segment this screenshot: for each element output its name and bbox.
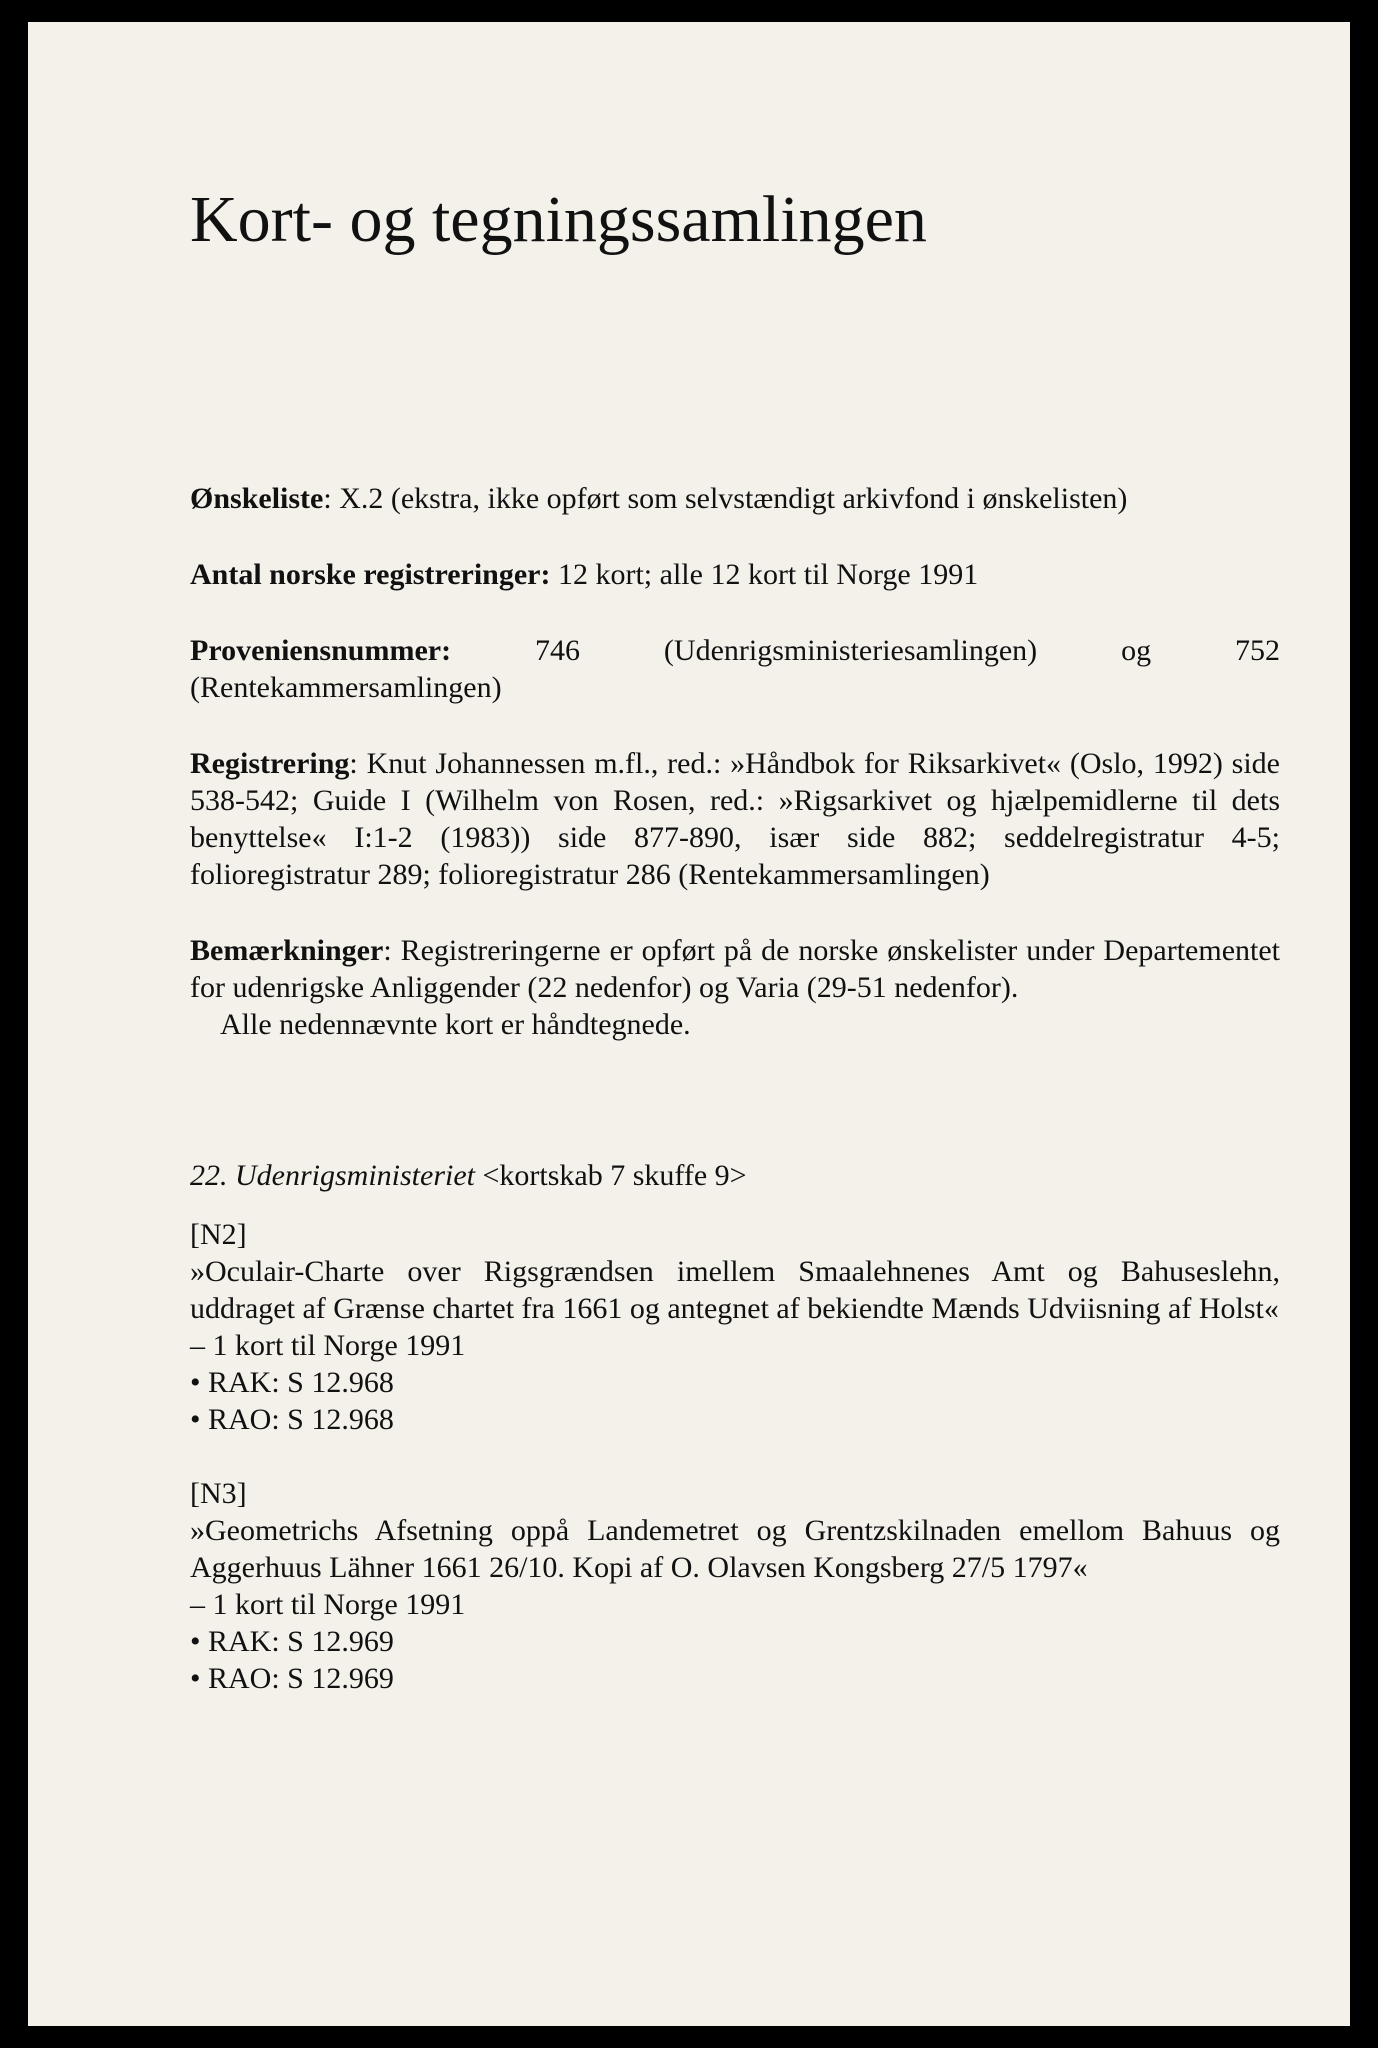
entry-count: – 1 kort til Norge 1991 — [190, 1588, 466, 1621]
field-value: Knut Johannessen m.fl., red.: »Håndbok for Riksarkivet« (Oslo, 1992) side 538-542; Guide I (Wilhelm von Rosen, red.: »Rigsarkivet og hjælpemidlerne til dets benyttelse« I:1-2 (1983)) side 877-890, især side 882; seddelregistratur 4-5; folioregistratur 289; folioregistratur 286 (Rentekammersamlingen) — [190, 747, 1280, 891]
entry-rak: • RAK: S 12.968 — [190, 1366, 394, 1399]
field-separator: : — [383, 934, 401, 967]
field-separator: : — [323, 482, 340, 515]
entry-id: [N3] — [190, 1477, 247, 1510]
section-heading — [190, 1157, 1280, 1194]
entry-rao: • RAO: S 12.969 — [190, 1662, 394, 1695]
field-value: 746 (Udenrigsministeriesamlingen) og 752 (Rentekammersamlingen) — [190, 634, 1280, 704]
field-separator: : — [349, 747, 367, 780]
field-registration — [190, 745, 1280, 893]
remarks-note: Alle nedennævnte kort er håndtegnede. — [220, 1008, 691, 1041]
section-location: <kortskab 7 skuffe 9> — [482, 1159, 747, 1192]
section-name: Udenrigsministeriet — [235, 1159, 475, 1192]
field-value: 12 kort; alle 12 kort til Norge 1991 — [557, 558, 979, 591]
page-title: Kort- og tegningssamlingen — [190, 183, 927, 256]
entry-id: [N2] — [190, 1218, 247, 1251]
field-value: X.2 (ekstra, ikke opført som selvstændigt arkivfond i ønskelisten) — [339, 482, 1128, 515]
field-remarks — [190, 932, 1280, 1043]
entry-title: »Geometrichs Afsetning oppå Landemetret og Grentzskilnaden emellom Bahuus og Aggerhuus Lähner 1661 26/10. Kopi af O. Olavsen Kongsberg 27/5 1797« — [190, 1514, 1280, 1584]
field-label: Bemærkninger — [190, 934, 384, 967]
field-label: Antal norske registreringer: — [190, 558, 551, 591]
list-item — [190, 1475, 1280, 1697]
entry-rao: • RAO: S 12.968 — [190, 1403, 394, 1436]
entry-title: »Oculair-Charte over Rigsgrændsen imellem Smaalehnenes Amt og Bahuseslehn, uddraget af Grænse chartet fra 1661 og antegnet af bekiendte Mænds Udviisning af Holst« — [190, 1255, 1280, 1325]
field-separator — [550, 558, 558, 591]
document-page — [28, 22, 1350, 2026]
field-separator — [451, 634, 535, 667]
field-label: Proveniensnummer: — [190, 634, 452, 667]
field-registration-count — [190, 556, 1280, 593]
field-value: Registreringerne er opført på de norske ønskelister under Departementet for udenrigske Anliggender (22 nedenfor) og Varia (29-51 nedenfor). — [190, 934, 1280, 1004]
section-number: 22. — [190, 1159, 228, 1192]
entry-count: – 1 kort til Norge 1991 — [190, 1329, 466, 1362]
entry-rak: • RAK: S 12.969 — [190, 1625, 394, 1658]
list-item — [190, 1216, 1280, 1438]
field-provenance — [190, 632, 1280, 706]
document-body — [190, 480, 1280, 1734]
field-label: Ønskeliste — [190, 482, 324, 515]
field-label: Registrering — [190, 747, 350, 780]
field-wishlist — [190, 480, 1280, 517]
